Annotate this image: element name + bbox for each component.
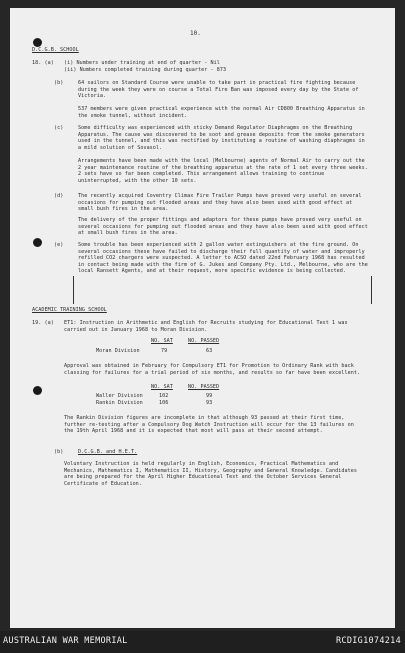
table1-row-sat: 79 [161, 348, 168, 354]
punch-hole [33, 386, 42, 395]
table2-row-1-passed: 99 [206, 393, 213, 399]
para-18b-label: (b) [54, 80, 64, 86]
footer-record-id: RCDIG1074214 [335, 636, 401, 646]
para-18d-label: (d) [54, 193, 64, 199]
document-page [10, 8, 395, 628]
para-19b-label: (b) [54, 449, 64, 455]
para-19a-text-1: ET1: Instruction in Arithmetic and English for Recruits studying for Educational Test 1 was carried out in January 1968 to Moran Division. [64, 320, 348, 333]
punch-hole [33, 38, 42, 47]
table2-row-1-name: Waller Division [96, 393, 143, 399]
table1-row-passed: 63 [206, 348, 213, 354]
para-18c-label: (c) [54, 125, 64, 131]
para-19b-heading: D.C.G.B. and H.E.T. [78, 449, 138, 455]
para-18e-label: (e) [54, 242, 64, 248]
para-18c-text-1: Some difficulty was experienced with sticky Demand Regulator Diaphragms on the Breathing Apparatus. The cause was discovered to be soot and grease deposits from the smoke generators used in the tunnel, and this was rectified by instituting a routine of washing diaphragms in a mild solution of Sovasol. [78, 125, 365, 151]
margin-bracket [371, 276, 372, 304]
table2-header-passed: NO. PASSED [188, 384, 220, 390]
para-18d-text-2: The delivery of the proper fittings and adaptors for these pumps have proved very useful on several occasions for pumping out flooded areas and they have also been used with good effect at small bush fires in the area. [78, 217, 368, 237]
para-18a-line-2: (ii) Numbers completed training during quarter - 873 [64, 67, 227, 73]
heading-dcgb-school: D.C.G.B. SCHOOL [32, 47, 79, 53]
para-18d-text-1: The recently acquired Coventry Climax Fire Trailer Pumps have proved very useful on several occasions for pumping out flooded areas and they have also been used with good effect at small bush fires in the area. [78, 193, 362, 213]
para-19-number: 19. (a) [32, 320, 54, 326]
table2-row-2-name: Rankin Division [96, 400, 143, 406]
punch-hole [33, 238, 42, 247]
para-18b-text-2: 537 members were given practical experience with the normal Air CD800 Breathing Apparatus in the smoke tunnel, without incident. [78, 106, 365, 119]
para-18c-text-2: Arrangements have been made with the local (Melbourne) agents of Normal Air to carry out the 2 year maintenance routine of the breathing apparatus at the rate of 1 set every three weeks. 2 sets have so far been completed. This arrangement allows training to continue uninterrupted, with the other 10 sets. [78, 158, 368, 184]
table1-header-sat: NO. SAT [151, 338, 173, 344]
para-19a-text-2: Approval was obtained in February for Compulsory ET1 for Promotion to Ordinary Rank with back classing for failures for a trial period of six months, and results so far have been excellent. [64, 363, 361, 376]
page-number: 10. [190, 30, 201, 37]
table1-header-passed: NO. PASSED [188, 338, 220, 344]
table2-row-2-passed: 93 [206, 400, 213, 406]
para-19a-text-3: The Rankin Division figures are incomplete in that although 93 passed at their first time, further re-testing after a Compulsory Dog Watch Instruction will occur for the 13 failures on the 19th April 1968 and it is expected that most will pass at their second attempt. [64, 415, 354, 435]
archive-footer [0, 631, 405, 653]
table2-header-sat: NO. SAT [151, 384, 173, 390]
heading-academic-training-school: ACADEMIC TRAINING SCHOOL [32, 307, 107, 313]
table1-row-name: Moran Division [96, 348, 140, 354]
para-18b-text-1: 64 sailors on Standard Course were unable to take part in practical fire fighting because during the week they were on course a Total Fire Ban was imposed every day by the State of Victoria. [78, 80, 359, 100]
margin-bracket [73, 276, 74, 304]
para-19b-text: Voluntary Instruction is held regularly in English, Economics, Practical Mathematics and Mechanics, Mathematics I, Mathematics II, History, Geography and General Knowledge. Candidates are being prepared for the April Higher Educational Test and the October Services General Certificate of Education. [64, 461, 357, 487]
table2-row-1-sat: 102 [159, 393, 169, 399]
footer-institution: AUSTRALIAN WAR MEMORIAL [3, 636, 128, 646]
para-18e-text: Some trouble has been experienced with 2 gallon water extinguishers at the fire ground. On several occasions these have failed to discharge their full quantity of water and improperly refilled CO2 chargers were suspected. A letter to ACSO dated 22nd February 1968 has resulted in contact being made with the firm of G. Jukes and Company Pty. Ltd., Melbourne, who are the local Ransett Agents, and at their request, more specific evidence is being collected. [78, 242, 368, 275]
para-18-number: 18. (a) [32, 60, 54, 66]
para-18a-line-1: (i) Numbers under training at end of quarter - Nil [64, 60, 220, 66]
table2-row-2-sat: 106 [159, 400, 169, 406]
